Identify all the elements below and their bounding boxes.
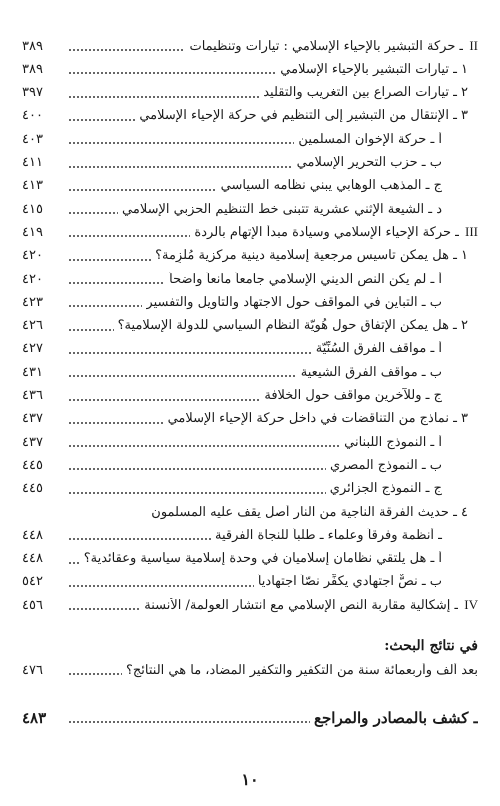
dot-leader [68,153,293,173]
dot-leader [68,176,217,196]
toc-entry-title: ١ ـ تيارات التبشير بالإحياء الإسلامي [280,61,468,77]
dot-leader [68,362,297,382]
dot-leader [68,199,118,219]
toc-entry-page: ٤٣٧ [22,434,43,450]
dot-leader [68,106,135,126]
toc-entry [22,222,478,242]
toc-entry-page: ٥٤٢ [22,574,43,590]
toc-entry [22,362,478,382]
toc-entry-page: ٤٤٨ [22,527,43,543]
toc-entry-page: ٣٨٩ [22,38,43,54]
index-entry [22,706,478,730]
toc-entry-title: أ ـ النموذج اللبناني [344,434,442,450]
toc-entry [22,316,478,336]
toc-entry [22,106,478,126]
toc-entry-page: ٤١٩ [22,224,43,240]
toc-entry-page: ٤٣٦ [22,388,43,403]
toc-entry-page: ٤٠٣ [22,131,43,147]
toc-entry [22,59,478,79]
results-page: ٤٧٦ [22,662,43,678]
dot-leader [68,316,114,336]
dot-leader [68,36,185,56]
toc-entry [22,153,478,173]
dot-leader [68,292,142,312]
toc-entry-title: ب ـ النموذج المصري [329,457,442,473]
dot-leader [68,339,312,359]
results-title: بعد ألف وأربعمائة سنة من التكفير والتكفير المضاد، ما هي النتائج؟ [125,662,478,678]
toc-entry-page: ٤١١ [22,155,43,170]
toc-entry-title: د ـ الشيعة الإثني عشرية تتبنى خط التنظيم الحزبي الإسلامي [122,201,442,217]
dot-leader [68,386,260,406]
toc-entry-title: ـ حركة الإحياء الإسلامي وسيادة مبدأ الإتهام بالردة [194,224,459,240]
dot-leader [68,708,310,728]
index-page: ٤٨٣ [22,709,47,727]
toc-entry [22,246,478,266]
toc-entry [22,176,478,196]
toc-entry-title: ـ حركة التبشير بالإحياء الإسلامي : تيارات وتنظيمات [189,38,464,54]
toc-entry [22,36,478,56]
toc-entry [22,432,478,452]
dot-leader [68,525,211,545]
toc-entry-page: ٤٣٧ [22,411,43,427]
dot-leader [68,246,151,266]
toc-entry [22,269,478,289]
toc-entry-title: ٤ ـ حديث الفرقة الناجية من النار أصل يقف عليه المسلمون [151,504,468,520]
dot-leader [68,83,259,103]
toc-entry-title: ٢ ـ تيارات الصراع بين التغريب والتقليد [263,85,468,101]
toc-entry [22,409,478,429]
toc-entry-title: أ ـ هل يلتقي نظامان إسلاميان في وحدة إسلامية سياسية وعقائدية؟ [83,551,442,567]
toc-entry-page: ٤٤٨ [22,551,43,567]
toc-entry [22,339,478,359]
toc-entry-page: ٤٣١ [22,364,43,380]
toc-entry [22,199,478,219]
dot-leader [68,269,165,289]
dot-leader [68,549,80,569]
toc-entry [22,525,478,545]
toc-entry-title: ٢ ـ هل يمكن الإتفاق حول هُويّة النظام السياسي للدولة الإسلامية؟ [117,318,468,334]
toc-entry [22,479,478,499]
section-mark: IV [464,597,478,613]
toc-entry-title: ١ ـ هل يمكن تأسيس مرجعية إسلامية دينية مركزية مُلزِمة؟ [155,248,468,264]
dot-leader [68,595,140,615]
toc-entry-title: أ ـ حركة الإخوان المسلمين [298,131,442,147]
toc-entry-title: ب ـ نصٌّ اجتهادي يكفِّر نصّاً اجتهادياً [257,574,442,590]
toc-entry-title: ٣ ـ نماذج من التناقضات في داخل حركة الإحياء الإسلامي [167,411,468,427]
toc-entry [22,549,478,569]
toc-entry-page: ٤٢٠ [22,271,43,287]
toc-entry-page: ٤٢٧ [22,341,43,357]
section-mark: II [469,38,478,53]
toc-entry-page: ٤٠٠ [22,108,43,124]
toc-entry-page: ٤٢٠ [22,248,43,264]
section-mark: III [465,224,478,240]
results-heading: في نتائج البحث: [384,638,478,654]
toc-entry-title: ـ إشكالية مقاربة النص الإسلامي مع انتشار العولمة/ الأنسنة [144,597,459,613]
index-title: ـ كشف بالمصادر والمراجع [314,709,478,727]
toc-entry-page: ٣٩٧ [22,85,43,101]
toc-entry [22,83,478,103]
toc-entry-title: أ ـ لم يكن النص الديني الإسلامي جامعاً مانعاً واضحاً [169,271,442,287]
dot-leader [68,409,164,429]
toc-entry-title: ب ـ التباين في المواقف حول الاجتهاد والتأويل والتفسير [146,294,442,310]
toc-entry-title: ج ـ النموذج الجزائري [329,481,442,497]
dot-leader [68,222,190,242]
toc-entry-title: ج ـ وللآخرين مواقف حول الخلافة [264,388,442,403]
toc-entry-page: ٤٤٥ [22,457,43,473]
toc-entry-page: ٤٢٣ [22,294,43,310]
toc-entry [22,572,478,592]
dot-leader [68,432,340,452]
toc-entry-title: ٣ ـ الإنتقال من التبشير إلى التنظيم في حركة الإحياء الإسلامي [139,108,468,124]
dot-leader [68,502,147,522]
page-number: ١٠ [241,770,259,789]
toc-entry-page: ٣٨٩ [22,61,43,77]
dot-leader [68,455,326,475]
toc-entry [22,386,478,406]
dot-leader [68,660,122,680]
toc-entry [22,595,478,615]
toc-entry [22,502,478,522]
toc-entry-title: ج ـ المذهب الوهابي يبني نظامه السياسي [220,178,442,194]
dot-leader [68,59,276,79]
results-entry [22,660,478,680]
toc-entry-title: ـ أنظمة وفرقاً وعلماء ـ طلباً للنجاة الفرقية [214,527,442,543]
toc-entry-page: ٤١٥ [22,201,43,217]
toc-entry [22,129,478,149]
dot-leader [68,572,254,592]
toc-entry-page: ٤١٣ [22,178,43,194]
toc-entry-page: ٤٢٦ [22,318,43,334]
dot-leader [68,479,326,499]
toc-entry-page: ٤٥٦ [22,597,43,613]
toc-entry-title: ب ـ مواقف الفرق الشيعية [300,364,442,380]
toc-entry [22,455,478,475]
toc-entry-title: ب ـ حزب التحرير الإسلامي [296,155,442,170]
toc-entry-title: أ ـ مواقف الفرق السُنِّيّة [315,341,442,357]
toc-entry [22,292,478,312]
dot-leader [68,129,294,149]
toc-entry-page: ٤٤٥ [22,481,43,497]
